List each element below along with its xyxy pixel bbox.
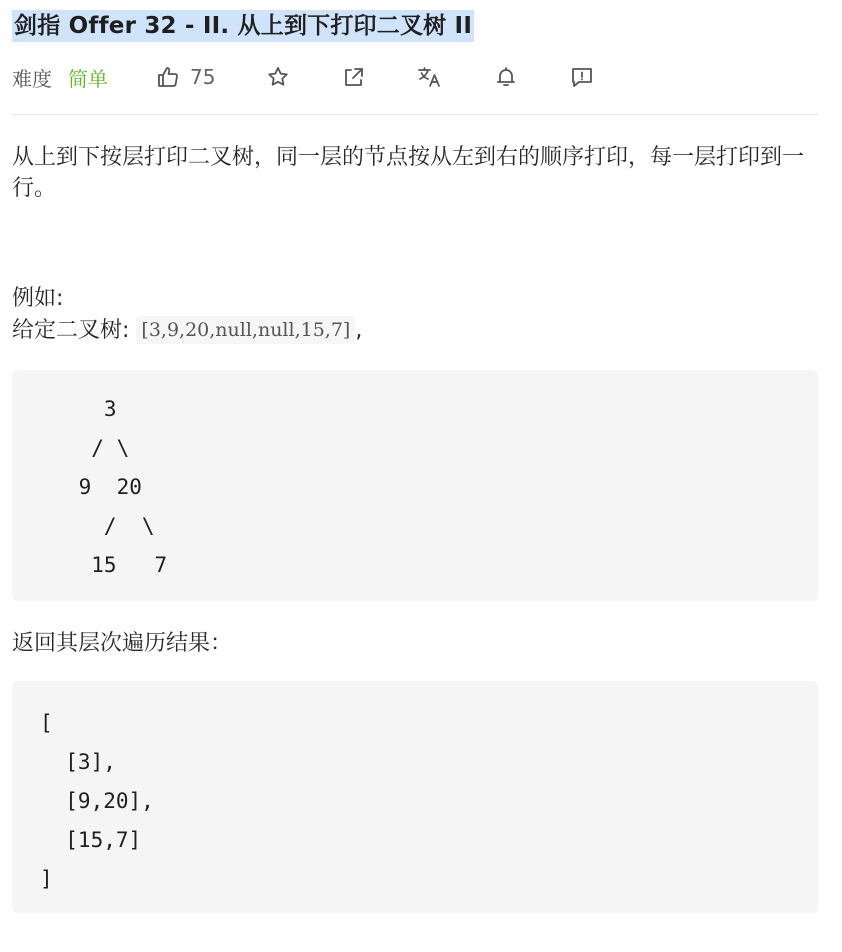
like-button[interactable]: [156, 65, 215, 89]
feedback-icon: [570, 65, 594, 89]
problem-description: 从上到下按层打印二叉树，同一层的节点按从左到右的顺序打印，每一层打印到一行。: [12, 145, 805, 201]
section-divider: [12, 114, 818, 115]
favorite-button[interactable]: [265, 64, 291, 90]
problem-title: 剑指 Offer 32 - II. 从上到下打印二叉树 II: [12, 10, 474, 42]
notification-button[interactable]: [493, 64, 519, 90]
given-tree-line: [12, 315, 818, 347]
problem-page: [12, 10, 818, 913]
share-icon: [342, 65, 366, 89]
tree-code-block: 3 / \ 9 20 / \ 15 7: [12, 370, 818, 601]
problem-meta-bar: [12, 61, 818, 93]
like-count: 75: [190, 65, 216, 89]
bell-icon: [494, 65, 518, 89]
example-heading: 例如:: [12, 286, 64, 311]
given-tree-value: [3,9,20,null,null,15,7]: [136, 316, 355, 344]
translate-icon: [417, 65, 443, 89]
difficulty-badge: 简单: [68, 66, 108, 91]
thumbs-up-icon: [156, 65, 180, 89]
given-tree-suffix: ,: [355, 318, 363, 343]
difficulty-label: 难度: [12, 66, 52, 91]
given-tree-label: 给定二叉树:: [12, 318, 137, 343]
star-icon: [266, 65, 290, 89]
result-code-block: [ [3], [9,20], [15,7] ]: [12, 681, 818, 913]
result-label: 返回其层次遍历结果：: [12, 631, 233, 656]
example-section: [12, 283, 818, 347]
translate-button[interactable]: [417, 64, 443, 90]
feedback-button[interactable]: [569, 64, 595, 90]
share-button[interactable]: [341, 64, 367, 90]
